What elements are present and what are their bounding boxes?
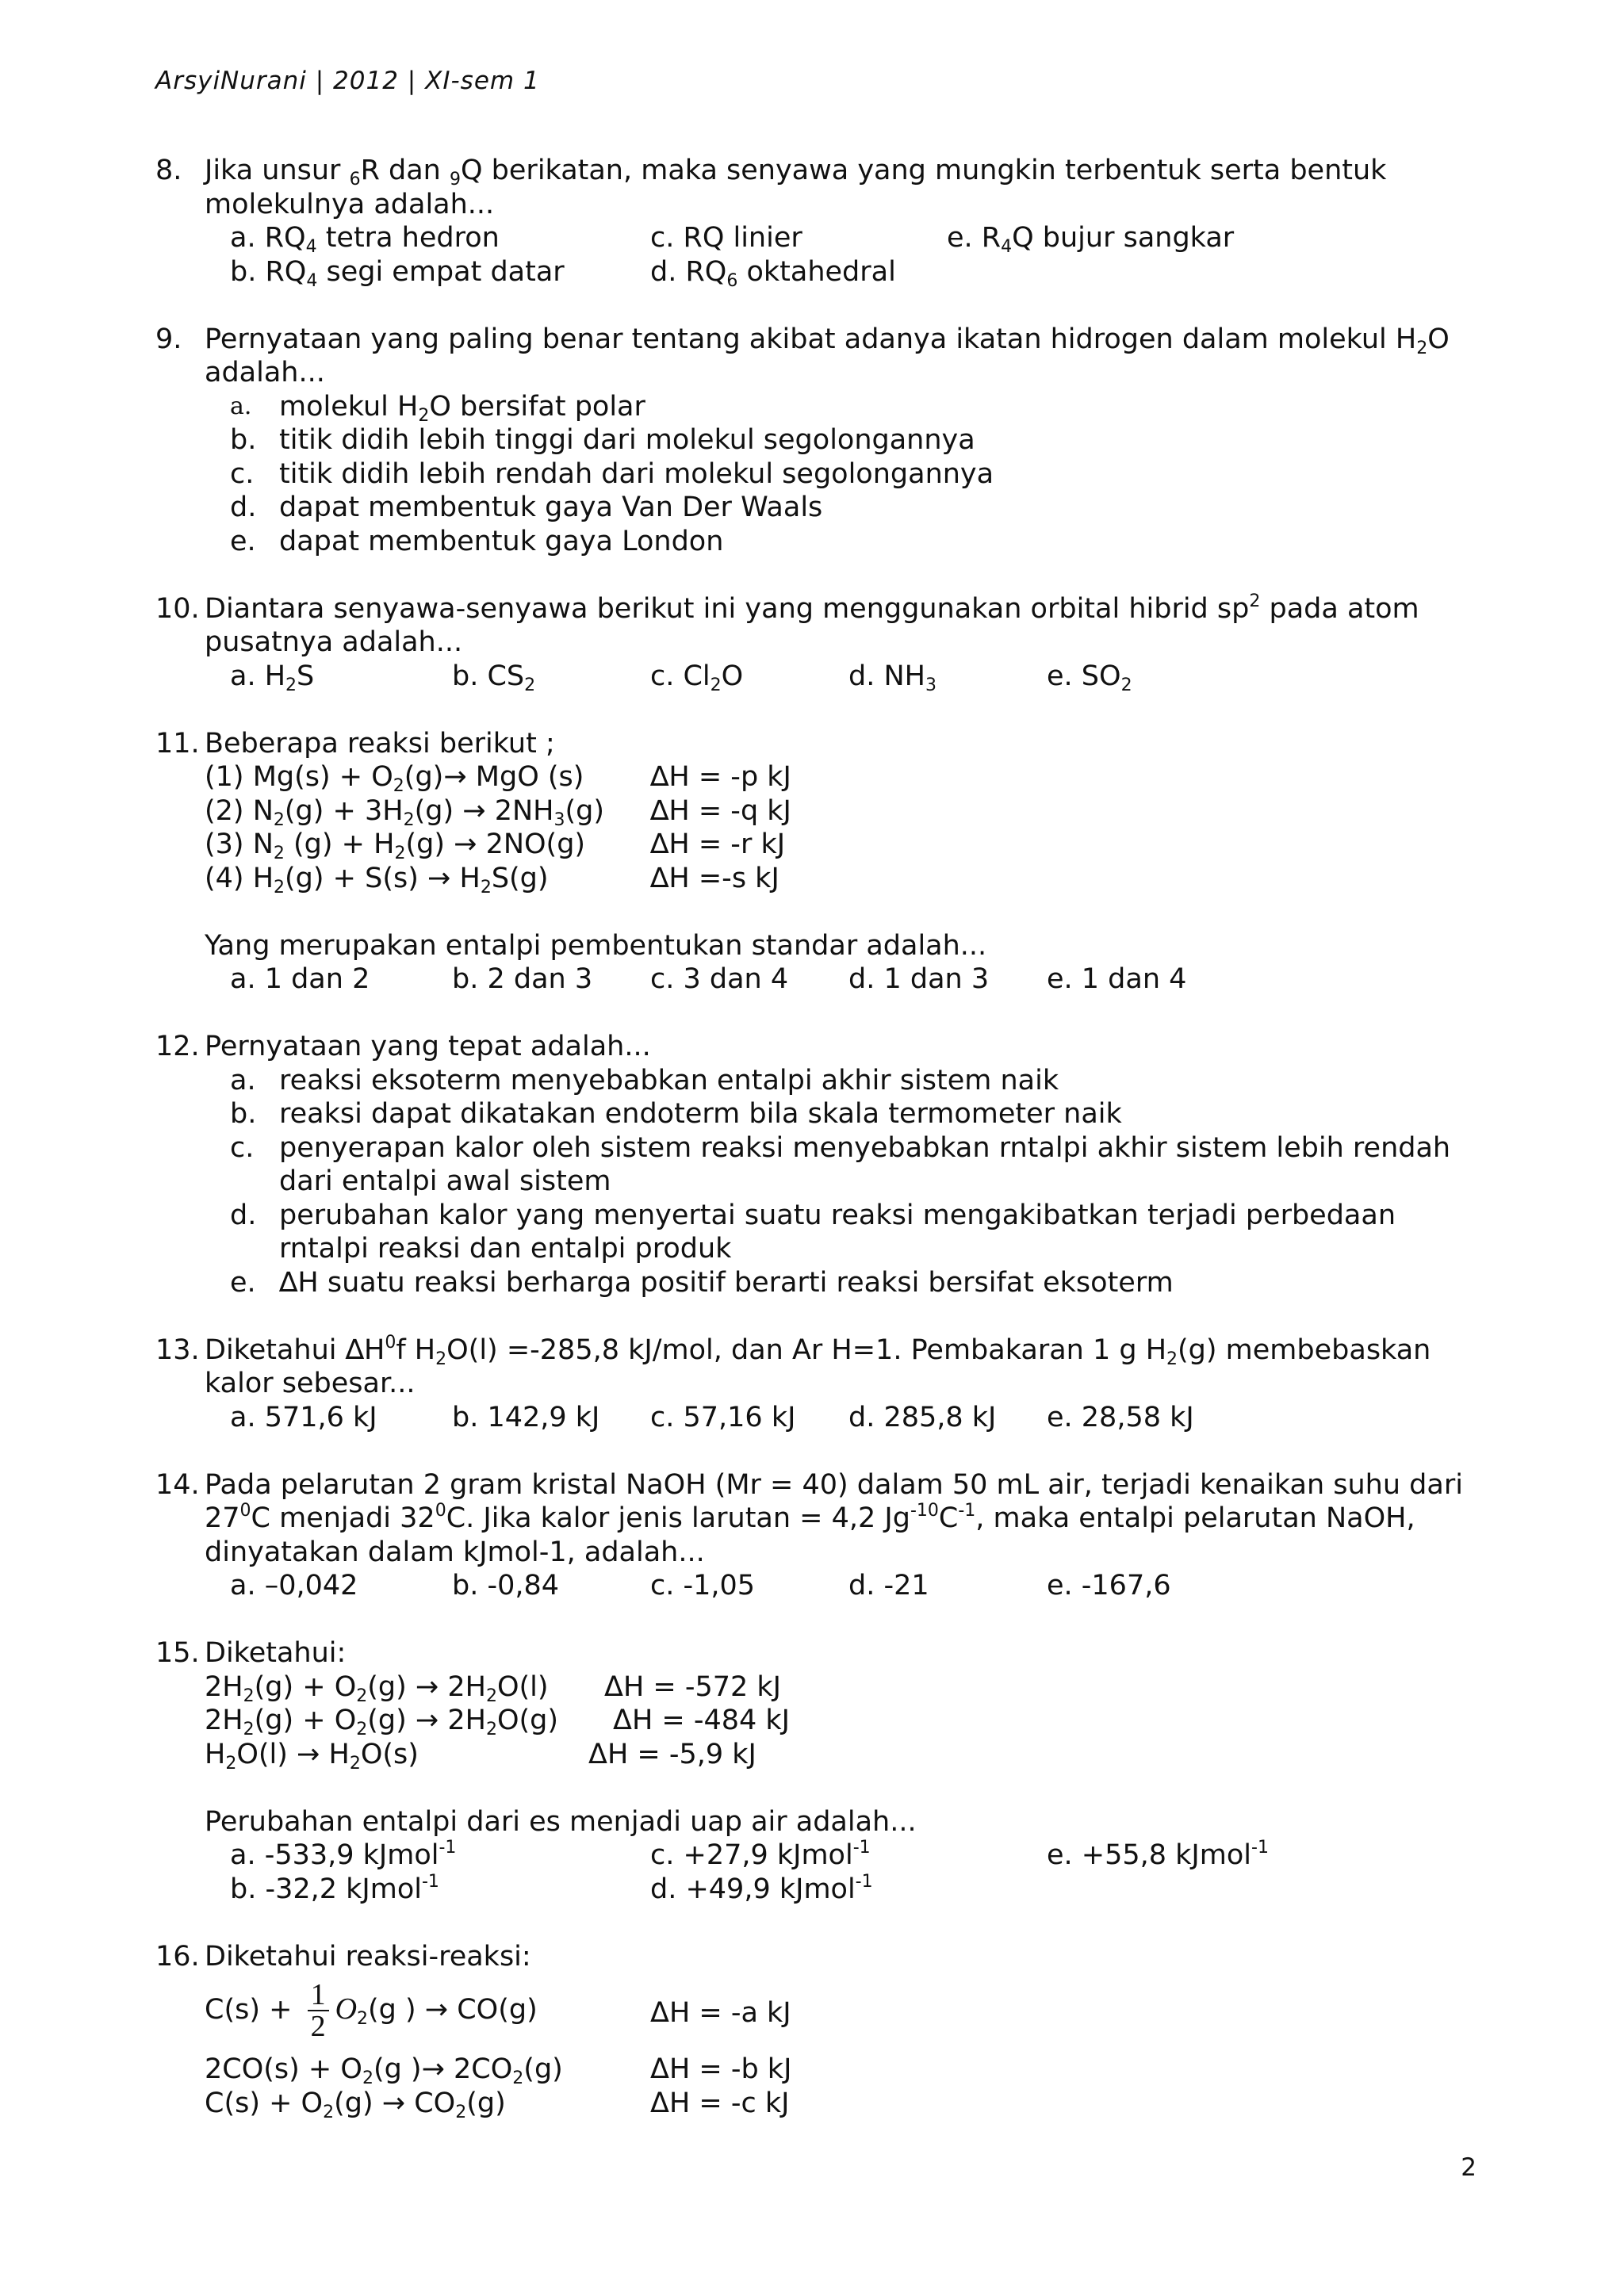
option-d[interactable]: d. perubahan kalor yang menyertai suatu reaksi mengakibatkan terjadi perbedaan rntalpi reaksi dan entalpi produk (230, 1199, 1396, 1265)
option-row (205, 1569, 1488, 1603)
reaction-equation: $2H_2(g) + O_2(g) \to 2H_2O(l)$ (205, 1670, 549, 1706)
enthalpy-value: ΔH = -c kJ (650, 2087, 790, 2119)
reaction-3 (205, 828, 1488, 862)
fraction: $\frac{1}{2}$ (308, 1980, 329, 2042)
question-15 (155, 1636, 1488, 1906)
equation-1 (205, 1670, 1488, 1705)
option-e[interactable]: e. +55,8 kJmol$^{-1}$ (1047, 1838, 1269, 1871)
reaction-equation: (4) $H_2(g) + S(s) \to H_2S(g)$ (205, 862, 549, 897)
arrow-icon: → (427, 862, 451, 894)
option-b[interactable]: b. -0,84 (452, 1570, 560, 1601)
option-a[interactable]: a. molekul $H_2O$ bersifat polar (230, 390, 645, 426)
question-stem-cont: adalah... (205, 357, 325, 388)
option-a[interactable]: a. 571,6 kJ (230, 1401, 377, 1433)
question-prompt: Perubahan entalpi dari es menjadi uap air adalah... (205, 1805, 917, 1838)
question-number: 10. (155, 592, 200, 625)
enthalpy-value: ΔH = -b kJ (650, 2053, 792, 2085)
question-number: 9. (155, 323, 182, 355)
option-e[interactable]: e. dapat membentuk gaya London (230, 525, 724, 557)
option-b[interactable]: b. titik didih lebih tinggi dari molekul segolongannya (230, 424, 975, 456)
option-row (205, 1873, 1488, 1907)
reaction-1 (205, 760, 1488, 794)
question-number: 14. (155, 1468, 200, 1501)
enthalpy-value: ∆H =-s kJ (650, 862, 779, 894)
option-row (205, 1401, 1488, 1435)
question-16 (155, 1940, 1488, 2121)
option-c[interactable]: c. penyerapan kalor oleh sistem reaksi menyebabkan rntalpi akhir sistem lebih rendah dari entalpi awal sistem (230, 1131, 1451, 1197)
question-stem: Diketahui reaksi-reaksi: (205, 1940, 531, 1973)
option-e[interactable]: e. 28,58 kJ (1047, 1401, 1194, 1433)
option-d[interactable]: d. $NH_3$ (848, 660, 936, 695)
question-stem-cont: dinyatakan dalam kJmol-1, adalah... (205, 1536, 705, 1568)
question-list (155, 154, 1488, 2120)
question-stem-cont: molekulnya adalah... (205, 188, 495, 220)
option-e[interactable]: e. ∆H suatu reaksi berharga positif berarti reaksi bersifat eksoterm (230, 1266, 1174, 1299)
option-row (205, 221, 1488, 255)
option-d[interactable]: d. dapat membentuk gaya Van Der Waals (230, 492, 823, 523)
question-number: 11. (155, 727, 200, 760)
equation-1 (205, 1973, 1488, 2053)
option-d[interactable]: d. 1 dan 3 (848, 963, 990, 995)
option-c[interactable]: c. $Cl_2O$ (650, 660, 744, 695)
question-number: 15. (155, 1637, 200, 1669)
option-e[interactable]: e. 1 dan 4 (1047, 963, 1187, 995)
page-number: 2 (1461, 2153, 1477, 2182)
option-b[interactable]: b. -32,2 kJmol$^{-1}$ (230, 1871, 439, 1905)
question-number: 16. (155, 1940, 200, 1973)
enthalpy-value: ΔH = -a kJ (650, 1997, 791, 2029)
question-stem-cont: kalor sebesar... (205, 1368, 416, 1399)
reaction-equation: (3) $N_2$ $(g) + H_2(g) \to 2NO(g)$ (205, 828, 586, 863)
option-d[interactable]: d. $RQ_6$ oktahedral (650, 255, 896, 291)
option-a[interactable]: a. reaksi eksoterm menyebabkan entalpi akhir sistem naik (230, 1064, 1059, 1096)
question-9 (155, 323, 1488, 559)
equation-3 (205, 1738, 1488, 1772)
option-e[interactable]: e. -167,6 (1047, 1570, 1171, 1601)
question-stem: Pada pelarutan 2 gram kristal NaOH (Mr = 40) dalam 50 mL air, terjadi kenaikan suhu dari (205, 1468, 1463, 1501)
option-row (205, 255, 1488, 289)
option-d[interactable]: d. 285,8 kJ (848, 1401, 997, 1433)
option-e[interactable]: e. $SO_2$ (1047, 660, 1132, 695)
question-8 (155, 154, 1488, 289)
question-stem: Jika unsur $_6$R dan $_9$Q berikatan, maka senyawa yang mungkin terbentuk serta bentuk (205, 155, 1387, 189)
arrow-icon: → (462, 794, 486, 827)
question-stem: Diketahui: (205, 1637, 347, 1669)
option-a[interactable]: a. $H_2S$ (230, 660, 315, 695)
option-b[interactable]: b. reaksi dapat dikatakan endoterm bila skala termometer naik (230, 1098, 1122, 1130)
option-d[interactable]: d. +49,9 kJmol$^{-1}$ (650, 1871, 873, 1905)
question-stem: Diantara senyawa-senyawa berikut ini yang menggunakan orbital hibrid $sp^2$ pada atom (205, 591, 1419, 625)
option-c[interactable]: c. 57,16 kJ (650, 1401, 796, 1433)
question-11 (155, 727, 1488, 997)
option-a[interactable]: a. $RQ_4$ tetra hedron (230, 222, 500, 257)
equation-3 (205, 2087, 1488, 2121)
reaction-equation: C(s) + $\frac{1}{2}$ $O_2(g$ ) → CO(g) (205, 1978, 538, 2043)
arrow-icon: → (454, 828, 477, 860)
option-b[interactable]: b. 142,9 kJ (452, 1401, 600, 1433)
reaction-2 (205, 794, 1488, 828)
reaction-equation: $H_2O(l) \to H_2O(s)$ (205, 1738, 419, 1774)
equation-2 (205, 2053, 1488, 2087)
question-stem: Diketahui $\Delta H^0f$ $H_2O(l) =-285,8$ kJ/mol, dan Ar H=1. Pembakaran 1 g $H_2(g)$ membebaskan (205, 1332, 1431, 1369)
enthalpy-value: ∆H = -r kJ (650, 828, 786, 860)
option-c[interactable]: c. 3 dan 4 (650, 963, 789, 995)
enthalpy-value: ∆H = -p kJ (650, 761, 791, 793)
question-13 (155, 1334, 1488, 1435)
question-number: 8. (155, 155, 182, 186)
enthalpy-value: ΔH = -5,9 kJ (588, 1738, 756, 1770)
option-c[interactable]: c. RQ linier (650, 222, 802, 254)
option-b[interactable]: b. 2 dan 3 (452, 963, 593, 995)
equation-2 (205, 1704, 1488, 1738)
question-stem: Pernyataan yang tepat adalah... (205, 1031, 651, 1062)
enthalpy-value: ΔH = -572 kJ (604, 1670, 781, 1703)
page-header: ArsyiNurani | 2012 | XI-sem 1 (155, 67, 540, 95)
question-prompt: Yang merupakan entalpi pembentukan standar adalah... (205, 929, 987, 962)
reaction-equation: (2) $N_2(g) + 3H_2(g) \to 2NH_3(g)$ (205, 794, 605, 830)
question-number: 13. (155, 1334, 200, 1366)
question-stem-cont: pusatnya adalah... (205, 626, 463, 658)
option-row (205, 962, 1488, 997)
option-e[interactable]: e. $R_4Q$ bujur sangkar (947, 222, 1235, 257)
reaction-equation: (1) $Mg(s) + O_2(g)\to$ MgO (s) (205, 761, 584, 796)
question-number: 12. (155, 1031, 200, 1062)
arrow-icon: → (443, 761, 467, 793)
question-10 (155, 592, 1488, 694)
question-stem-cont: $27^0C$ menjadi $32^0C$. Jika kalor jenis larutan = 4,2 $Jg^{-10}C^{-1}$, maka entalpi pelarutan NaOH, (205, 1501, 1415, 1534)
option-b[interactable]: b. $RQ_4$ segi empat datar (230, 255, 565, 291)
enthalpy-value: ∆H = -q kJ (650, 794, 791, 827)
reaction-equation: $C(s) + O_2(g) \to CO_2(g)$ (205, 2087, 506, 2122)
option-row (205, 660, 1488, 694)
option-c[interactable]: c. titik didih lebih rendah dari molekul segolongannya (230, 457, 994, 490)
reaction-4 (205, 862, 1488, 896)
question-stem: Pernyataan yang paling benar tentang akibat adanya ikatan hidrogen dalam molekul $H_2O$ (205, 323, 1450, 358)
question-14 (155, 1468, 1488, 1603)
option-row (205, 1839, 1488, 1873)
option-a[interactable]: a. 1 dan 2 (230, 963, 370, 995)
reaction-equation: $2H_2(g) + O_2(g) \to 2H_2O(g)$ (205, 1705, 559, 1739)
option-a[interactable]: a. –0,042 (230, 1570, 358, 1601)
option-a[interactable]: a. -533,9 kJmol$^{-1}$ (230, 1838, 457, 1871)
option-c[interactable]: c. +27,9 kJmol$^{-1}$ (650, 1838, 871, 1871)
enthalpy-value: ΔH = -484 kJ (613, 1705, 790, 1736)
option-d[interactable]: d. -21 (848, 1570, 929, 1601)
option-c[interactable]: c. -1,05 (650, 1570, 756, 1601)
question-stem: Beberapa reaksi berikut ; (205, 727, 555, 760)
option-b[interactable]: b. $CS_2$ (452, 660, 536, 695)
reaction-equation: $2CO(s) + O_2(g$ )→ $2CO_2(g)$ (205, 2053, 563, 2088)
question-12 (155, 1030, 1488, 1299)
